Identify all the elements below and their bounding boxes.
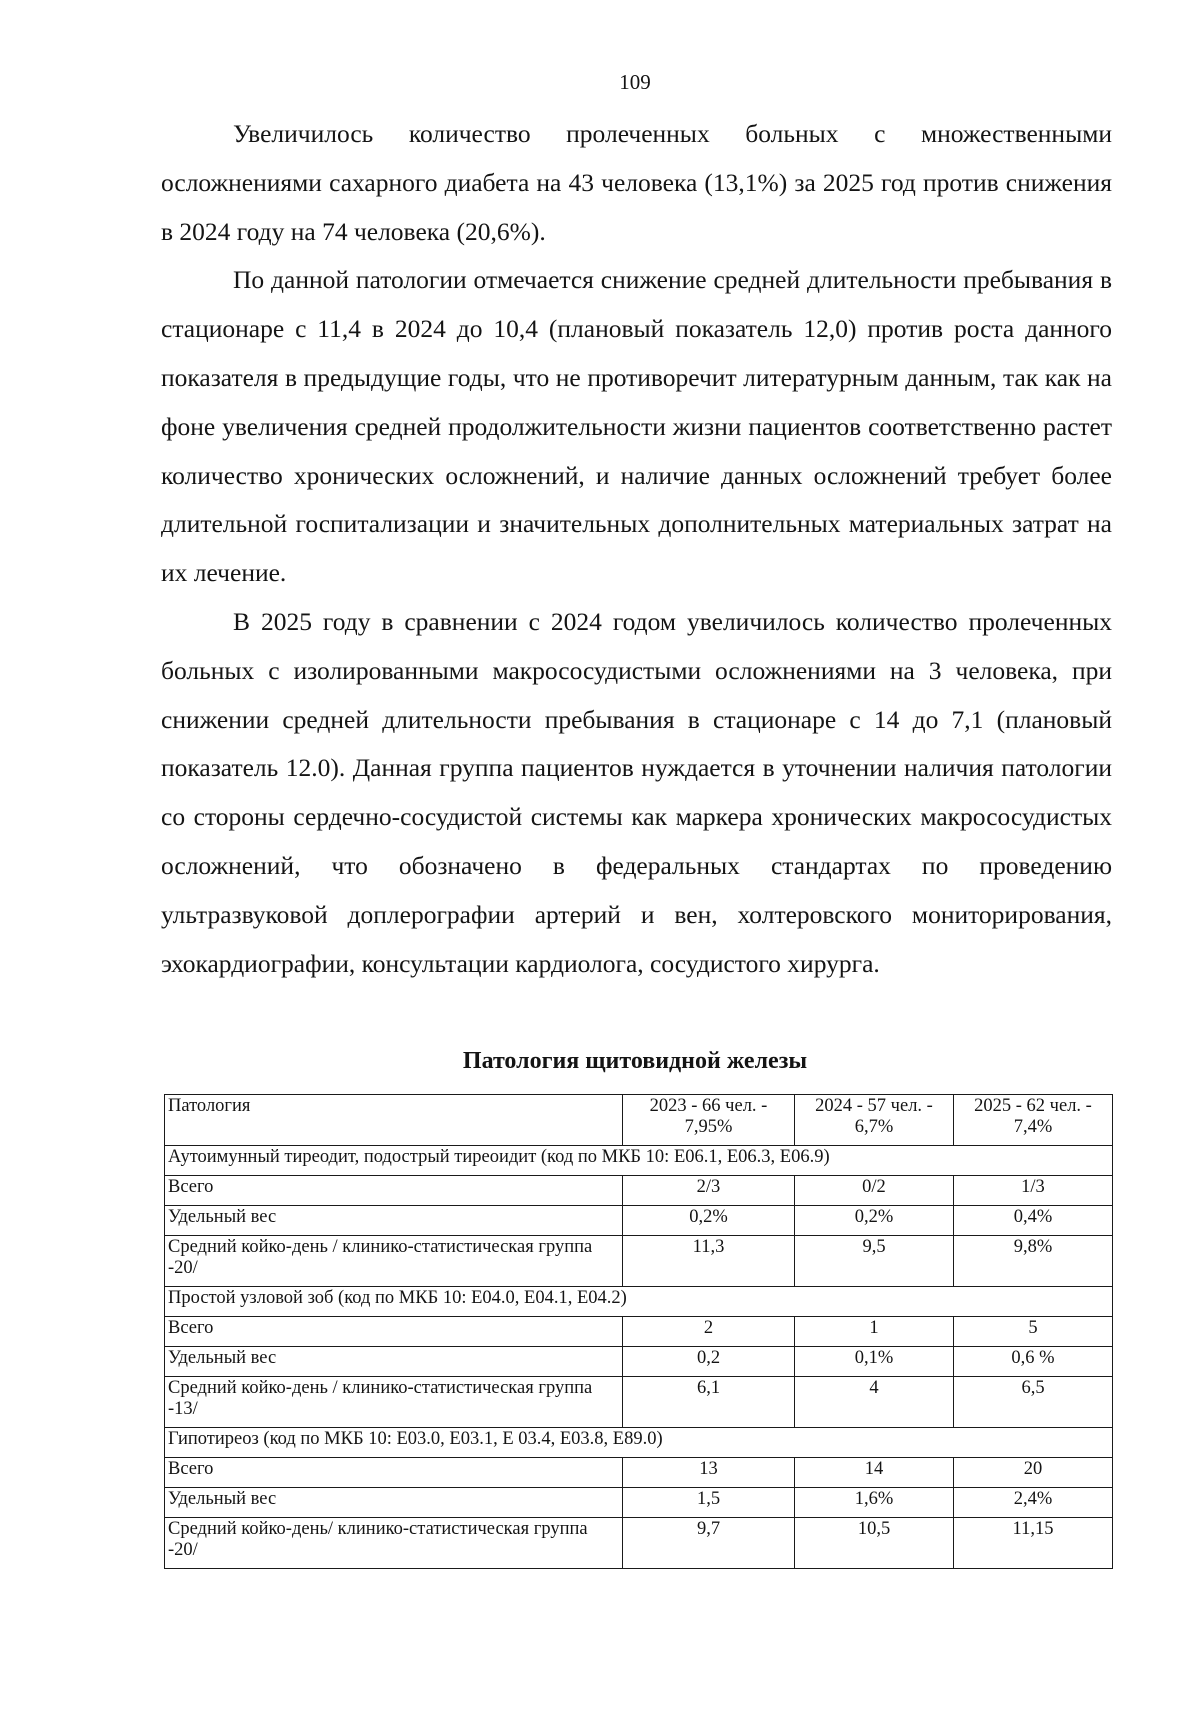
cell-2024: 0,1%: [795, 1347, 954, 1377]
row-label: Средний койко-день/ клинико-статистическая группа -20/: [165, 1518, 623, 1569]
section-header-row: [165, 1146, 1113, 1176]
cell-2024: 1: [795, 1317, 954, 1347]
table-row: [165, 1377, 1113, 1428]
row-label: Средний койко-день / клинико-статистическая группа -13/: [165, 1377, 623, 1428]
paragraph: По данной патологии отмечается снижение средней длительности пребывания в стационаре с 11,4 в 2024 до 10,4 (плановый показатель 12,0) против роста данного показателя в предыдущие годы, что не противоречит литературным данным, так как на фоне увеличения средней продолжительности жизни пациентов соответственно растет количество хронических осложнений, и наличие данных осложнений требует более длительной госпитализации и значительных дополнительных материальных затрат на их лечение.: [161, 265, 1112, 588]
table-row: [165, 1236, 1113, 1287]
cell-2025: 0,6 %: [954, 1347, 1113, 1377]
cell-2023: 13: [623, 1458, 795, 1488]
section-title: Простой узловой зоб (код по МКБ 10: Е04.0, Е04.1, Е04.2): [165, 1287, 1113, 1317]
cell-2024: 0/2: [795, 1176, 954, 1206]
table-row: [165, 1176, 1113, 1206]
cell-2023: 6,1: [623, 1377, 795, 1428]
row-label: Удельный вес: [165, 1347, 623, 1377]
table-row: [165, 1317, 1113, 1347]
cell-2025: 6,5: [954, 1377, 1113, 1428]
row-label: Всего: [165, 1458, 623, 1488]
body-text: [161, 110, 1112, 988]
header-cell: 2023 - 66 чел. - 7,95%: [623, 1095, 795, 1146]
table-row: [165, 1206, 1113, 1236]
cell-2023: 2/3: [623, 1176, 795, 1206]
table-header-row: [165, 1095, 1113, 1146]
cell-2023: 2: [623, 1317, 795, 1347]
cell-2025: 9,8%: [954, 1236, 1113, 1287]
header-cell: 2025 - 62 чел. - 7,4%: [954, 1095, 1113, 1146]
cell-2023: 1,5: [623, 1488, 795, 1518]
row-label: Средний койко-день / клинико-статистическая группа -20/: [165, 1236, 623, 1287]
section-title: Гипотиреоз (код по МКБ 10: Е03.0, Е03.1, Е 03.4, Е03.8, Е89.0): [165, 1428, 1113, 1458]
cell-2025: 5: [954, 1317, 1113, 1347]
cell-2025: 2,4%: [954, 1488, 1113, 1518]
paragraph: В 2025 году в сравнении с 2024 годом увеличилось количество пролеченных больных с изолированными макрососудистыми осложнениями на 3 человека, при снижении средней длительности пребывания в стационаре с 14 до 7,1 (плановый показатель 12.0). Данная группа пациентов нуждается в уточнении наличия патологии со стороны сердечно-сосудистой системы как маркера хронических макрососудистых осложнений, что обозначено в федеральных стандартах по проведению ультразвуковой доплерографии артерий и вен, холтеровского мониторирования, эхокардиографии, консультации кардиолога, сосудистого хирурга.: [161, 606, 1112, 978]
section-header-row: [165, 1428, 1113, 1458]
table-row: [165, 1458, 1113, 1488]
cell-2024: 0,2%: [795, 1206, 954, 1236]
paragraph: Увеличилось количество пролеченных больных с множественными осложнениями сахарного диабета на 43 человека (13,1%) за 2025 год против снижения в 2024 году на 74 человека (20,6%).: [161, 119, 1112, 246]
section-title: Аутоимунный тиреодит, подострый тиреоидит (код по МКБ 10: Е06.1, Е06.3, Е06.9): [165, 1146, 1113, 1176]
row-label: Удельный вес: [165, 1206, 623, 1236]
header-cell: 2024 - 57 чел. - 6,7%: [795, 1095, 954, 1146]
cell-2023: 9,7: [623, 1518, 795, 1569]
cell-2023: 0,2%: [623, 1206, 795, 1236]
thyroid-pathology-table: [164, 1094, 1113, 1569]
cell-2025: 20: [954, 1458, 1113, 1488]
cell-2025: 0,4%: [954, 1206, 1113, 1236]
table-row: [165, 1488, 1113, 1518]
cell-2024: 4: [795, 1377, 954, 1428]
cell-2024: 14: [795, 1458, 954, 1488]
cell-2024: 1,6%: [795, 1488, 954, 1518]
row-label: Всего: [165, 1176, 623, 1206]
cell-2024: 10,5: [795, 1518, 954, 1569]
row-label: Удельный вес: [165, 1488, 623, 1518]
cell-2023: 0,2: [623, 1347, 795, 1377]
cell-2024: 9,5: [795, 1236, 954, 1287]
header-cell: Патология: [165, 1095, 623, 1146]
table-row: [165, 1347, 1113, 1377]
cell-2023: 11,3: [623, 1236, 795, 1287]
table-row: [165, 1518, 1113, 1569]
page-number: 109: [619, 70, 651, 94]
section-header-row: [165, 1287, 1113, 1317]
row-label: Всего: [165, 1317, 623, 1347]
cell-2025: 1/3: [954, 1176, 1113, 1206]
table-title: Патология щитовидной железы: [462, 1048, 808, 1074]
cell-2025: 11,15: [954, 1518, 1113, 1569]
